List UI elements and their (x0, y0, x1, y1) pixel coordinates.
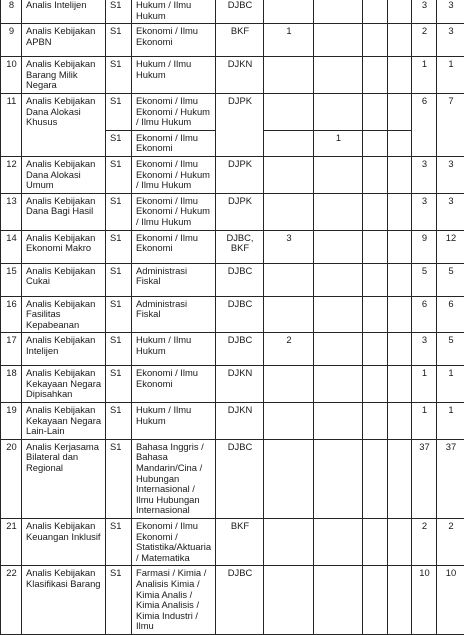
count-cell-1 (264, 57, 314, 94)
count-cell-1: 2 (264, 333, 314, 366)
table-row (1, 366, 464, 403)
education-level-cell: S1 (106, 24, 132, 57)
row-number-cell: 14 (1, 230, 22, 263)
table-row (1, 263, 464, 296)
count-cell-1 (264, 263, 314, 296)
table-row (1, 156, 464, 193)
position-name-cell: Analis Kebijakan Klasifikasi Barang (22, 566, 106, 635)
unit-cell: DJBC (216, 439, 264, 518)
unit-cell: DJBC (216, 296, 264, 333)
count-cell-3 (363, 156, 388, 193)
count-cell-3 (363, 566, 388, 635)
count-cell-2 (314, 296, 363, 333)
row-number-cell: 17 (1, 333, 22, 366)
unit-cell: DJBC (216, 0, 264, 24)
count-cell-3 (363, 130, 388, 156)
count-cell-3 (363, 263, 388, 296)
education-level-cell: S1 (106, 156, 132, 193)
count-cell-5: 10 (412, 566, 437, 635)
count-cell-2 (314, 57, 363, 94)
education-level-cell: S1 (106, 0, 132, 24)
row-number-cell: 12 (1, 156, 22, 193)
count-cell-2 (314, 519, 363, 566)
position-name-cell: Analis Kebijakan Fasilitas Kepabeanan (22, 296, 106, 333)
table-row (1, 57, 464, 94)
count-cell-1 (264, 93, 314, 130)
education-level-cell: S1 (106, 566, 132, 635)
qualification-cell: Hukum / Ilmu Hukum (132, 0, 216, 24)
qualification-cell: Administrasi Fiskal (132, 263, 216, 296)
total-cell: 2 (437, 519, 464, 566)
count-cell-2 (314, 0, 363, 24)
count-cell-5: 5 (412, 263, 437, 296)
count-cell-5: 2 (412, 519, 437, 566)
total-cell: 5 (437, 263, 464, 296)
qualification-cell: Hukum / Ilmu Hukum (132, 57, 216, 94)
count-cell-1 (264, 130, 314, 156)
count-cell-2 (314, 366, 363, 403)
count-cell-5: 2 (412, 24, 437, 57)
total-cell: 3 (437, 24, 464, 57)
total-cell: 37 (437, 439, 464, 518)
row-number-cell: 13 (1, 193, 22, 230)
count-cell-1 (264, 566, 314, 635)
position-name-cell: Analis Kebijakan Dana Bagi Hasil (22, 193, 106, 230)
unit-cell: DJKN (216, 403, 264, 440)
qualification-cell: Ekonomi / Ilmu Ekonomi / Hukum / Ilmu Hukum (132, 93, 216, 130)
table-row (1, 403, 464, 440)
qualification-cell: Farmasi / Kimia / Analisis Kimia / Kimia Analis / Kimia Analisis / Kimia Industri / Ilmu (132, 566, 216, 635)
count-cell-5: 3 (412, 0, 437, 24)
table-row (1, 24, 464, 57)
count-cell-5: 1 (412, 403, 437, 440)
count-cell-4 (388, 519, 412, 566)
position-name-cell: Analis Kebijakan Barang Milik Negara (22, 57, 106, 94)
count-cell-4 (388, 403, 412, 440)
total-cell: 3 (437, 156, 464, 193)
position-name-cell: Analis Kebijakan Dana Alokasi Umum (22, 156, 106, 193)
count-cell-4 (388, 93, 412, 130)
count-cell-3 (363, 57, 388, 94)
table-row (1, 333, 464, 366)
position-name-cell: Analis Kebijakan Intelijen (22, 333, 106, 366)
qualification-cell: Ekonomi / Ilmu Ekonomi / Statistika/Aktuaria / Matematika (132, 519, 216, 566)
table-row (1, 296, 464, 333)
total-cell: 5 (437, 333, 464, 366)
education-level-cell: S1 (106, 57, 132, 94)
count-cell-5: 6 (412, 93, 437, 156)
position-name-cell: Analis Intelijen (22, 0, 106, 24)
total-cell: 12 (437, 230, 464, 263)
count-cell-2 (314, 93, 363, 130)
row-number-cell: 8 (1, 0, 22, 24)
count-cell-3 (363, 230, 388, 263)
unit-cell: DJPK (216, 156, 264, 193)
count-cell-5: 3 (412, 333, 437, 366)
total-cell: 7 (437, 93, 464, 156)
row-number-cell: 21 (1, 519, 22, 566)
count-cell-5: 1 (412, 57, 437, 94)
count-cell-3 (363, 0, 388, 24)
total-cell: 1 (437, 57, 464, 94)
qualification-cell: Ekonomi / Ilmu Ekonomi / Hukum / Ilmu Hukum (132, 193, 216, 230)
table-row (1, 566, 464, 635)
count-cell-4 (388, 366, 412, 403)
count-cell-4 (388, 333, 412, 366)
count-cell-1: 1 (264, 24, 314, 57)
table-row (1, 230, 464, 263)
total-cell: 1 (437, 366, 464, 403)
count-cell-1 (264, 366, 314, 403)
unit-cell: BKF (216, 519, 264, 566)
position-name-cell: Analis Kebijakan Kekayaan Negara Lain-Lain (22, 403, 106, 440)
count-cell-2 (314, 333, 363, 366)
count-cell-3 (363, 193, 388, 230)
count-cell-3 (363, 296, 388, 333)
count-cell-2 (314, 156, 363, 193)
count-cell-1: 3 (264, 230, 314, 263)
count-cell-1 (264, 193, 314, 230)
count-cell-5: 3 (412, 156, 437, 193)
table-body (1, 0, 464, 634)
position-name-cell: Analis Kebijakan Dana Alokasi Khusus (22, 93, 106, 156)
row-number-cell: 22 (1, 566, 22, 635)
count-cell-5: 9 (412, 230, 437, 263)
count-cell-3 (363, 93, 388, 130)
count-cell-2 (314, 24, 363, 57)
row-number-cell: 15 (1, 263, 22, 296)
count-cell-3 (363, 333, 388, 366)
count-cell-1 (264, 403, 314, 440)
education-level-cell: S1 (106, 403, 132, 440)
table-row (1, 193, 464, 230)
row-number-cell: 20 (1, 439, 22, 518)
count-cell-4 (388, 193, 412, 230)
qualification-cell: Ekonomi / Ilmu Ekonomi (132, 130, 216, 156)
count-cell-3 (363, 24, 388, 57)
education-level-cell: S1 (106, 263, 132, 296)
qualification-cell: Ekonomi / Ilmu Ekonomi (132, 230, 216, 263)
count-cell-1 (264, 519, 314, 566)
count-cell-2 (314, 263, 363, 296)
count-cell-4 (388, 296, 412, 333)
qualification-cell: Hukum / Ilmu Hukum (132, 333, 216, 366)
unit-cell: DJKN (216, 366, 264, 403)
count-cell-2 (314, 230, 363, 263)
count-cell-4 (388, 156, 412, 193)
education-level-cell: S1 (106, 130, 132, 156)
count-cell-4 (388, 130, 412, 156)
count-cell-4 (388, 0, 412, 24)
education-level-cell: S1 (106, 93, 132, 130)
count-cell-2 (314, 566, 363, 635)
qualification-cell: Hukum / Ilmu Hukum (132, 403, 216, 440)
count-cell-2 (314, 193, 363, 230)
unit-cell: DJBC (216, 263, 264, 296)
count-cell-4 (388, 566, 412, 635)
unit-cell: DJKN (216, 57, 264, 94)
position-name-cell: Analis Kebijakan Kekayaan Negara Dipisahkan (22, 366, 106, 403)
count-cell-2 (314, 439, 363, 518)
total-cell: 1 (437, 403, 464, 440)
education-level-cell: S1 (106, 333, 132, 366)
education-level-cell: S1 (106, 439, 132, 518)
education-level-cell: S1 (106, 296, 132, 333)
row-number-cell: 16 (1, 296, 22, 333)
count-cell-5: 6 (412, 296, 437, 333)
row-number-cell: 18 (1, 366, 22, 403)
education-level-cell: S1 (106, 193, 132, 230)
row-number-cell: 11 (1, 93, 22, 156)
count-cell-4 (388, 57, 412, 94)
qualification-cell: Ekonomi / Ilmu Ekonomi / Hukum / Ilmu Hukum (132, 156, 216, 193)
position-name-cell: Analis Kebijakan APBN (22, 24, 106, 57)
count-cell-2: 1 (314, 130, 363, 156)
total-cell: 10 (437, 566, 464, 635)
total-cell: 3 (437, 193, 464, 230)
count-cell-1 (264, 0, 314, 24)
unit-cell: DJPK (216, 193, 264, 230)
qualification-cell: Ekonomi / Ilmu Ekonomi (132, 366, 216, 403)
education-level-cell: S1 (106, 519, 132, 566)
unit-cell: BKF (216, 24, 264, 57)
unit-cell: DJPK (216, 93, 264, 156)
row-number-cell: 10 (1, 57, 22, 94)
count-cell-2 (314, 403, 363, 440)
count-cell-5: 1 (412, 366, 437, 403)
count-cell-1 (264, 296, 314, 333)
count-cell-3 (363, 366, 388, 403)
row-number-cell: 9 (1, 24, 22, 57)
count-cell-4 (388, 263, 412, 296)
table-row (1, 0, 464, 24)
education-level-cell: S1 (106, 230, 132, 263)
unit-cell: DJBC (216, 566, 264, 635)
qualification-cell: Bahasa Inggris / Bahasa Mandarin/Cina / Hubungan Internasional / Ilmu Hubungan Internasional (132, 439, 216, 518)
qualification-cell: Ekonomi / Ilmu Ekonomi (132, 24, 216, 57)
total-cell: 3 (437, 0, 464, 24)
education-level-cell: S1 (106, 366, 132, 403)
position-name-cell: Analis Kerjasama Bilateral dan Regional (22, 439, 106, 518)
count-cell-5: 3 (412, 193, 437, 230)
table-row (1, 439, 464, 518)
count-cell-4 (388, 24, 412, 57)
row-number-cell: 19 (1, 403, 22, 440)
unit-cell: DJBC, BKF (216, 230, 264, 263)
count-cell-4 (388, 230, 412, 263)
count-cell-3 (363, 403, 388, 440)
count-cell-3 (363, 439, 388, 518)
position-name-cell: Analis Kebijakan Keuangan Inklusif (22, 519, 106, 566)
position-name-cell: Analis Kebijakan Ekonomi Makro (22, 230, 106, 263)
total-cell: 6 (437, 296, 464, 333)
table-row (1, 519, 464, 566)
table-row (1, 93, 464, 130)
unit-cell: DJBC (216, 333, 264, 366)
count-cell-1 (264, 156, 314, 193)
qualification-cell: Administrasi Fiskal (132, 296, 216, 333)
position-name-cell: Analis Kebijakan Cukai (22, 263, 106, 296)
count-cell-4 (388, 439, 412, 518)
count-cell-1 (264, 439, 314, 518)
count-cell-3 (363, 519, 388, 566)
count-cell-5: 37 (412, 439, 437, 518)
